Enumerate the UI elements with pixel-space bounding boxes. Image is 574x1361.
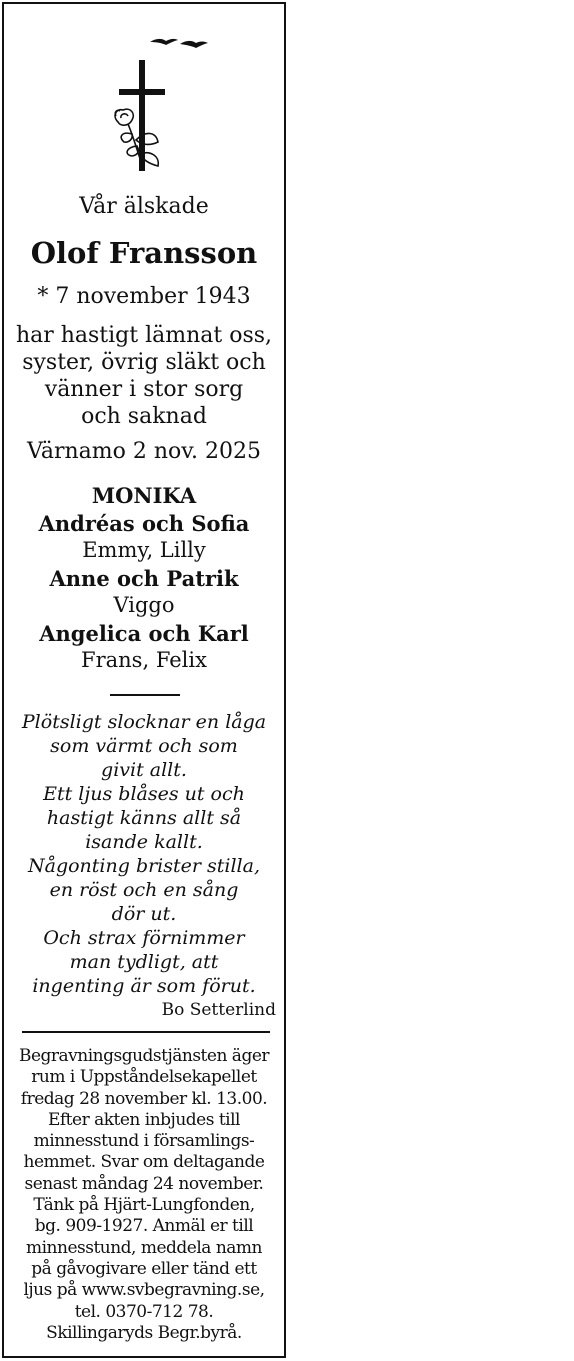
family-member: Anne och Patrik: [49, 565, 239, 591]
message-line: vänner i stor sorg: [44, 377, 244, 402]
divider-long: [22, 1031, 270, 1033]
info-line: bg. 909-1927. Anmäl er till: [34, 1216, 254, 1237]
info-line: hemmet. Svar om deltagande: [23, 1152, 265, 1173]
info-line: på gåvogivare eller tänd ett: [31, 1258, 257, 1279]
family-member: MONIKA: [91, 483, 197, 508]
birth-date: * 7 november 1943: [37, 284, 251, 309]
place-and-date: Värnamo 2 nov. 2025: [26, 439, 262, 464]
poem-line: dör ut.: [111, 903, 177, 925]
poem-line: Någonting brister stilla,: [28, 855, 260, 877]
family-member: Emmy, Lilly: [82, 538, 206, 562]
info-line: minnesstund i församlings-: [33, 1131, 255, 1152]
family-member: Andréas och Sofia: [38, 510, 250, 536]
poem-line: hastigt känns allt så: [46, 807, 242, 829]
info-line: Tänk på Hjärt-Lungfonden,: [33, 1195, 255, 1216]
info-line: Skillingaryds Begr.byrå.: [46, 1322, 242, 1343]
message-line: har hastigt lämnat oss,: [15, 323, 273, 348]
poem-line: ingenting är som förut.: [32, 975, 256, 997]
family-member: Angelica och Karl: [39, 620, 249, 646]
info-line: rum i Uppståndelsekapellet: [31, 1067, 257, 1088]
poem-line: Plötsligt slocknar en låga: [21, 711, 267, 733]
funeral-information: [4, 1046, 284, 1344]
poem-line: man tydligt, att: [69, 951, 219, 973]
info-line: fredag 28 november kl. 13.00.: [20, 1088, 268, 1109]
message-block: [4, 322, 284, 430]
family-member: Frans, Felix: [81, 648, 207, 672]
message-line: syster, övrig släkt och: [22, 350, 266, 375]
info-line: senast måndag 24 november.: [24, 1173, 264, 1194]
obituary-notice: [2, 2, 286, 1358]
poem-author: Bo Setterlind: [161, 1000, 276, 1020]
info-line: tel. 0370-712 78.: [74, 1301, 214, 1322]
poem-line: Ett ljus blåses ut och: [43, 783, 245, 805]
poem-line: en röst och en sång: [49, 879, 239, 901]
info-line: Begravningsgudstjänsten äger: [18, 1046, 270, 1066]
poem-line: givit allt.: [101, 759, 187, 781]
poem-line: Och strax förnimmer: [43, 927, 245, 949]
poem-line: isande kallt.: [85, 831, 203, 853]
family-member: Viggo: [113, 593, 175, 617]
poem-line: som värmt och som: [50, 735, 238, 757]
info-line: ljus på www.svbegravning.se,: [23, 1280, 265, 1301]
message-line: och saknad: [81, 404, 207, 429]
intro-text: Vår älskade: [79, 194, 209, 219]
divider-short: [110, 694, 180, 696]
cross-with-rose-and-birds-icon: [4, 4, 284, 184]
poem: [4, 710, 284, 998]
deceased-name: Olof Fransson: [30, 236, 258, 270]
family-list: [4, 482, 284, 675]
info-line: minnesstund, meddela namn: [25, 1237, 263, 1258]
info-line: Efter akten inbjudes till: [47, 1109, 240, 1130]
